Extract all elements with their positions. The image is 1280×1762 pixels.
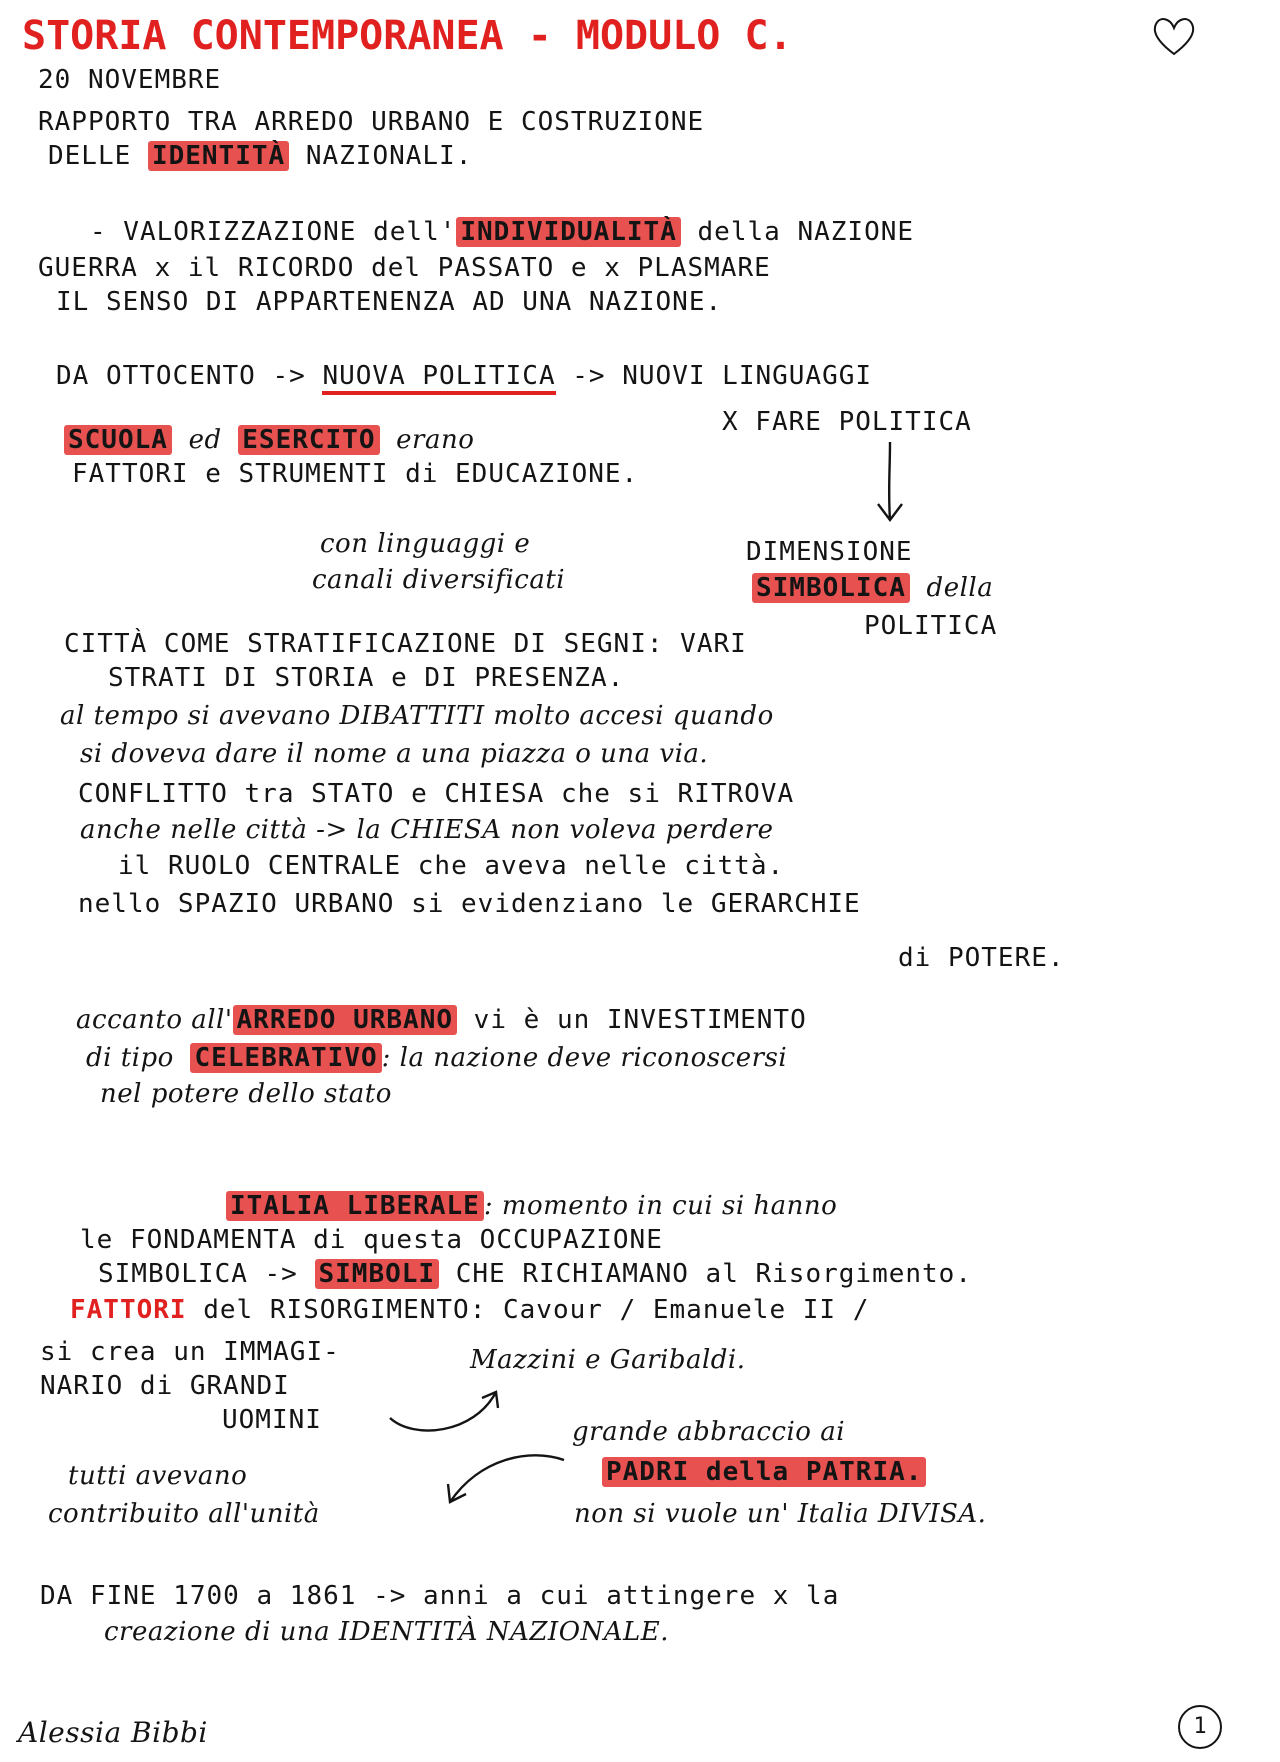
citta-line-2: STRATI DI STORIA e DI PRESENZA.	[108, 663, 625, 693]
liberale-line-2: le FONDAMENTA di questa OCCUPAZIONE	[80, 1225, 663, 1255]
citta-line-8: nello SPAZIO URBANO si evidenziano le GERARCHIE	[78, 889, 861, 919]
citta-line-9: di POTERE.	[898, 943, 1065, 973]
fine-line-1: DA FINE 1700 a 1861 -> anni a cui attingere x la	[40, 1581, 840, 1611]
liberale-line-4: FATTORI del RISORGIMENTO: Cavour / Emanuele II /	[70, 1295, 870, 1325]
immaginario-line-3: UOMINI	[222, 1405, 322, 1435]
arrow-down-icon	[872, 440, 908, 526]
highlight-arredo-urbano: ARREDO URBANO	[233, 1005, 458, 1035]
red-fattori: FATTORI	[70, 1295, 187, 1325]
abbraccio-line-3: non si vuole un' Italia DIVISA.	[574, 1499, 987, 1529]
curved-arrow-left-icon	[440, 1448, 570, 1514]
fine-line-2: creazione di una IDENTITÀ NAZIONALE.	[104, 1617, 670, 1647]
arredo-line-1: accanto all' ARREDO URBANO vi è un INVESTIMENTO	[76, 1005, 807, 1035]
immaginario-line-1: si crea un IMMAGI-	[40, 1337, 340, 1367]
canali-line-2: canali diversificati	[312, 565, 566, 595]
valorizzazione-line-2: GUERRA x il RICORDO del PASSATO e x PLASMARE	[38, 253, 771, 283]
citta-line-1: CITTÀ COME STRATIFICAZIONE DI SEGNI: VARI	[64, 629, 747, 659]
heart-icon	[1150, 14, 1198, 58]
arredo-line-2: di tipo CELEBRATIVO : la nazione deve riconoscersi	[86, 1043, 788, 1073]
abbraccio-line-2	[602, 1458, 926, 1487]
intro-line-2: DELLE IDENTITÀ NAZIONALI.	[48, 141, 473, 171]
date: 20 NOVEMBRE	[38, 65, 222, 95]
liberale-line-3: SIMBOLICA -> SIMBOLI CHE RICHIAMANO al Risorgimento.	[98, 1259, 972, 1289]
valorizzazione-line-3: IL SENSO DI APPARTENENZA AD UNA NAZIONE.	[56, 287, 723, 317]
highlight-celebrativo: CELEBRATIVO	[190, 1043, 381, 1073]
highlight-scuola: SCUOLA	[64, 425, 172, 455]
ottocento-line-3: SCUOLA ed ESERCITO erano	[64, 426, 474, 455]
canali-line-1: con linguaggi e	[320, 529, 531, 559]
underlined-nuova-politica: NUOVA POLITICA	[322, 361, 555, 395]
citta-line-7: il RUOLO CENTRALE che aveva nelle città.	[118, 851, 785, 881]
highlight-padri-della-patria: PADRI della PATRIA.	[602, 1457, 926, 1487]
ottocento-line-4: FATTORI e STRUMENTI di EDUCAZIONE.	[72, 459, 639, 489]
immaginario-line-2: NARIO di GRANDI	[40, 1371, 290, 1401]
intro-line-1: RAPPORTO TRA ARREDO URBANO E COSTRUZIONE	[38, 107, 705, 137]
signature: Alessia Bibbi	[18, 1716, 208, 1749]
citta-line-6: anche nelle città -> la CHIESA non voleva perdere	[80, 815, 774, 845]
highlight-italia-liberale: ITALIA LIBERALE	[226, 1191, 484, 1221]
highlight-simboli: SIMBOLI	[315, 1259, 440, 1289]
tutti-line-2: contribuito all'unità	[48, 1499, 320, 1529]
highlight-simbolica: SIMBOLICA	[752, 573, 910, 603]
ottocento-line-2: X FARE POLITICA	[722, 407, 972, 437]
page-number: 1	[1178, 1705, 1222, 1749]
tutti-line-1: tutti avevano	[68, 1461, 248, 1491]
citta-line-5: CONFLITTO tra STATO e CHIESA che si RITROVA	[78, 779, 795, 809]
highlight-individualita: INDIVIDUALITÀ	[456, 217, 681, 247]
ottocento-line-1: DA OTTOCENTO -> NUOVA POLITICA -> NUOVI LINGUAGGI	[56, 362, 872, 391]
citta-line-4: si doveva dare il nome a una piazza o una via.	[80, 739, 709, 769]
liberale-line-1: ITALIA LIBERALE : momento in cui si hanno	[226, 1192, 837, 1221]
citta-line-3: al tempo si avevano DIBATTITI molto accesi quando	[60, 701, 774, 731]
liberale-line-5: Mazzini e Garibaldi.	[470, 1345, 746, 1375]
abbraccio-line-1: grande abbraccio ai	[572, 1417, 846, 1447]
highlight-esercito: ESERCITO	[238, 425, 379, 455]
dimensione-line-1: DIMENSIONE	[746, 537, 913, 567]
dimensione-line-3: POLITICA	[864, 611, 998, 641]
page-title: STORIA CONTEMPORANEA - MODULO C.	[22, 13, 793, 59]
highlight-identita: IDENTITÀ	[148, 141, 289, 171]
arredo-line-3: nel potere dello stato	[100, 1079, 392, 1109]
dimensione-line-2: SIMBOLICA della	[752, 574, 993, 603]
valorizzazione-line-1: - VALORIZZAZIONE dell' INDIVIDUALITÀ della NAZIONE	[90, 217, 915, 247]
curved-arrow-icon	[384, 1378, 508, 1440]
